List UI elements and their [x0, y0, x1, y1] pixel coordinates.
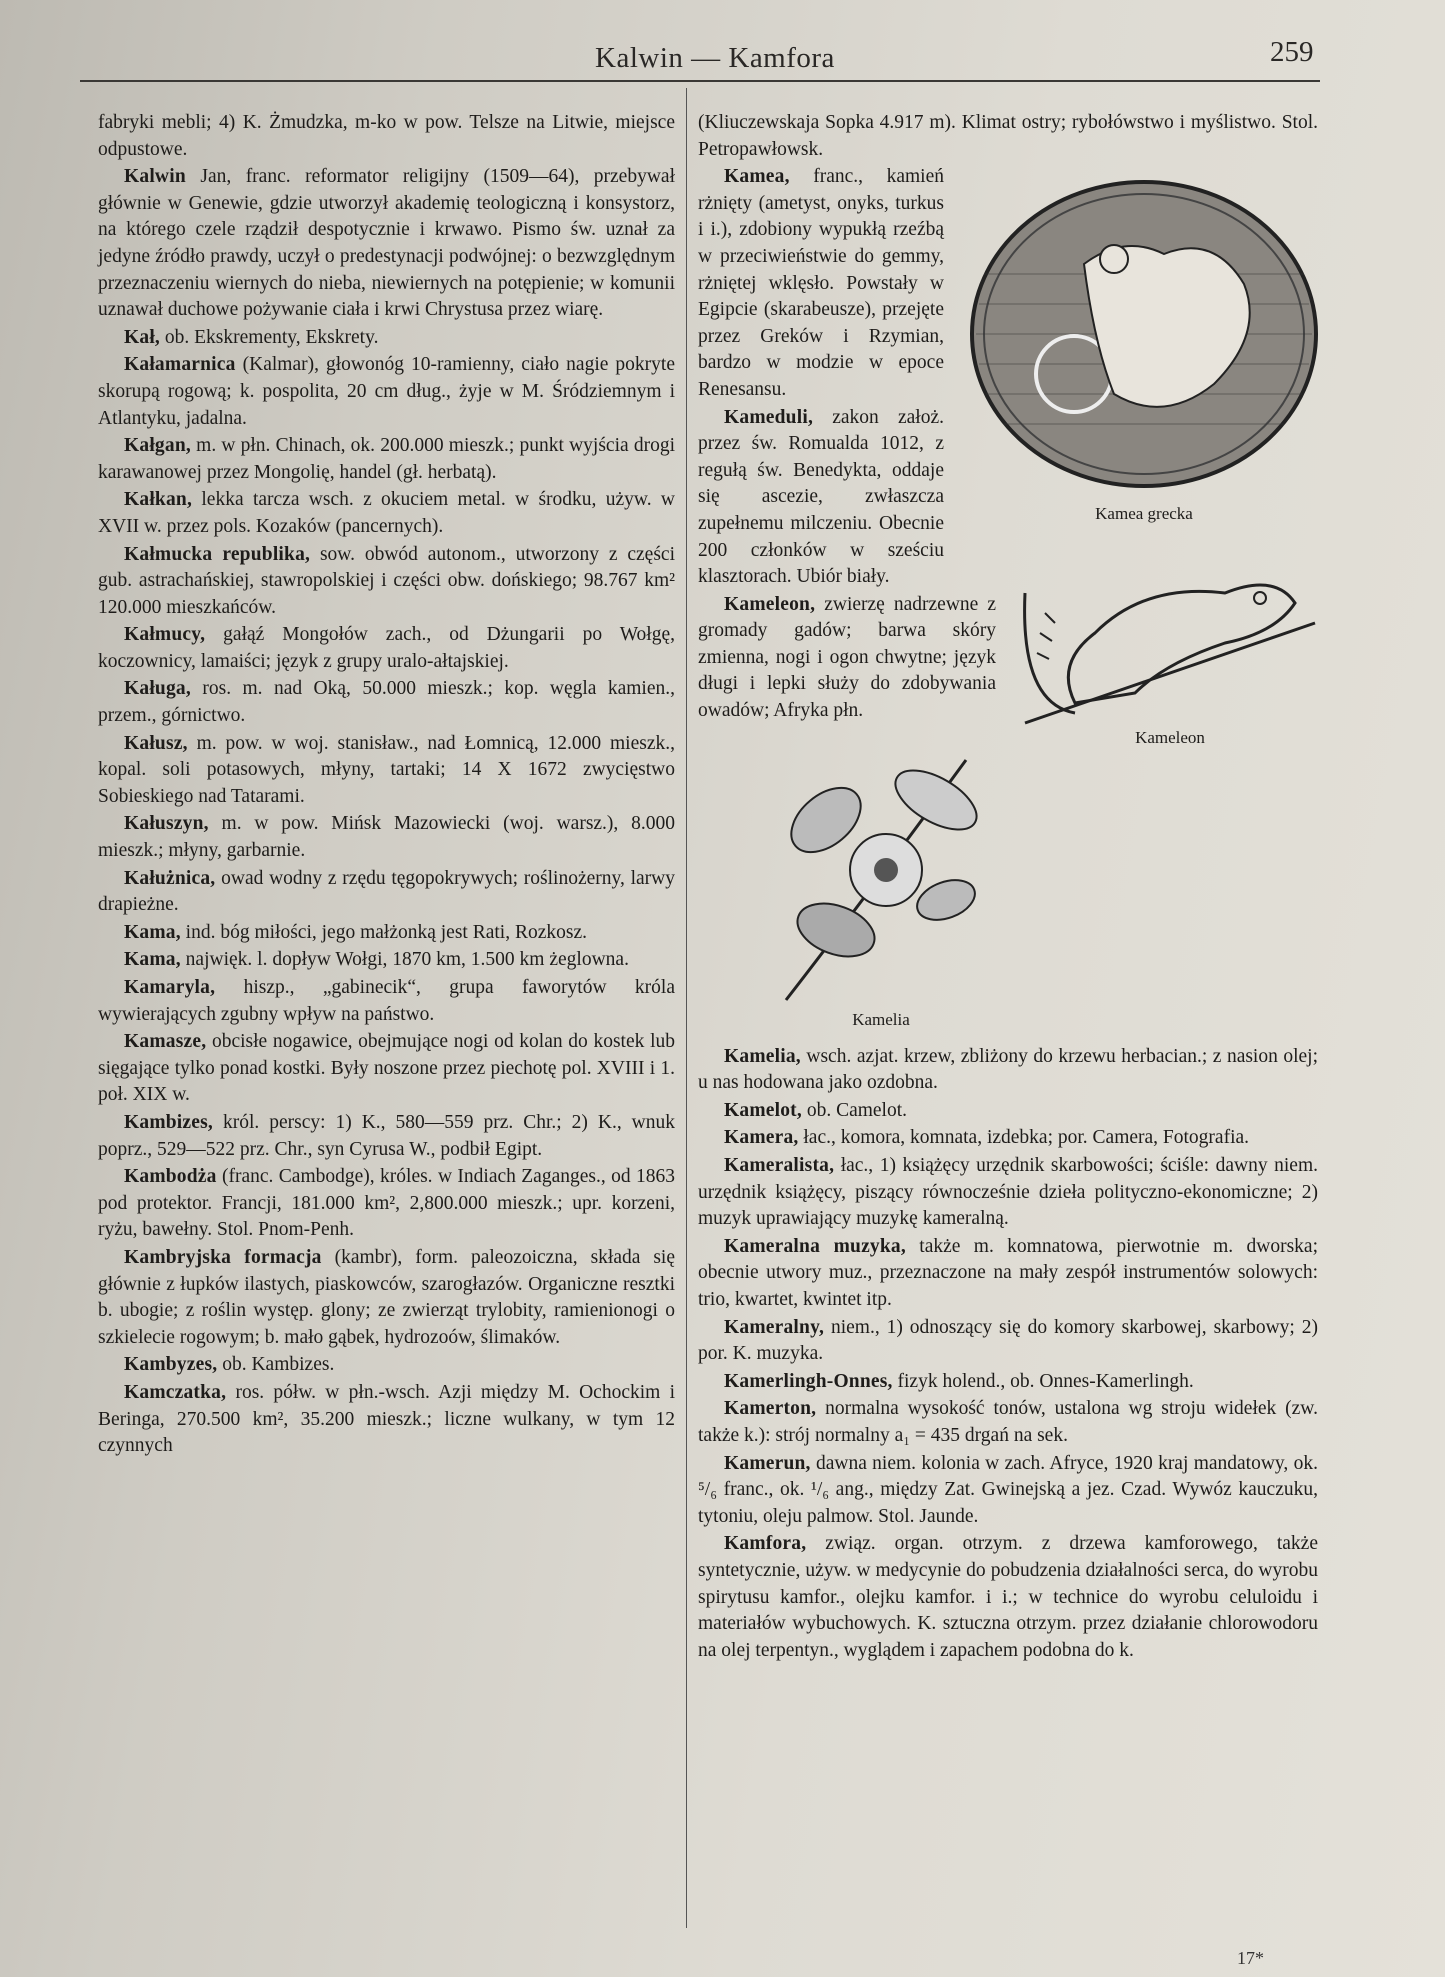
entry-kameralista [698, 1153, 1318, 1233]
entry-headword: Kamelia, [724, 1045, 801, 1067]
header-rule [80, 80, 1320, 82]
entry-body: Jan, franc. reformator religijny (1509—64), przebywał głównie w Genewie, gdzie utworzył akademię teologiczną i konsystorz, na którego czele rządził despotycznie i krwawo. Pismo św. uznał za jedyne źródło prawdy, uczył o predestynacji podwójnej: o bezwzględnym przeznaczeniu wiernych do nieba, niewiernych na potępienie; w komunii uznawał duchowe pożywanie ciała i krwi Chrystusa przez wiarę. [98, 166, 675, 321]
figure-caption: Kamea grecka [1095, 504, 1193, 524]
entry-kameralna-muzyka [698, 1234, 1318, 1314]
entry-headword: Kamelot, [724, 1099, 802, 1121]
entry-kalusz [98, 731, 675, 811]
entry-body: m. w pow. Mińsk Mazowiecki (woj. warsz.), 8.000 mieszk.; młyny, garbarnie. [98, 813, 675, 862]
entry-kambodza [98, 1164, 675, 1244]
entry-kama [98, 947, 675, 974]
entry-body: (kambr), form. paleozoiczna, składa się głównie z łupków ilastych, piaskowców, szarogłazów. Organiczne resztki b. ubogie; z roślin występ. glony; ze zwierząt trylobity, ramienionogi o szkielecie rogowym; b. mało gąbek, hydrozoów, ślimaków. [98, 1246, 675, 1348]
entry-headword: Kałmucy, [124, 624, 206, 646]
figure-caption: Kamelia [852, 1009, 910, 1029]
entry-kalkan [98, 487, 675, 540]
entry-body: wsch. azjat. krzew, zbliżony do krzewu herbacian.; z nasion olej; u nas hodowana jako ozdobna. [698, 1045, 1318, 1094]
entry-kambyzes [98, 1352, 675, 1379]
entry-headword: Kambryjska formacja [124, 1246, 322, 1268]
entry-body: (Kliuczewskaja Sopka 4.917 m). Klimat ostry; rybołówstwo i myślistwo. Stol. Petropawłowsk. [698, 112, 1318, 160]
entry-kama [98, 920, 675, 947]
entry-headword: Kamera, [724, 1127, 799, 1149]
entry-body: łac., 1) książęcy urzędnik skarbowości; ściśle: dawny niem. urzędnik książęcy, piszący równocześnie dzieła polityczno-ekonomiczne; 2) muzyk uprawiający muzykę kameralną. [698, 1155, 1318, 1230]
entry-headword: Kambizes, [124, 1111, 213, 1133]
entry-body: zakon założ. przez św. Romualda 1012, z regułą św. Benedykta, oddaje się ascezie, zwłaszcza zupełnemu milczeniu. Obecnie 200 członków w sześciu klasztorach. Ubiór biały. [698, 406, 944, 588]
entry-body: (franc. Cambodge), króles. w Indiach Zaganges., od 1863 pod protektor. Francji, 181.000 km², 2,800.000 mieszk.; upr. korzeni, ryżu, bawełny. Stol. Pnom-Penh. [98, 1166, 675, 1241]
entry-kambizes [98, 1110, 675, 1163]
entry-headword: Kał, [124, 326, 161, 348]
entry-kamerun [698, 1451, 1318, 1531]
entry-headword: Kałgan, [124, 435, 191, 457]
entry-body: niem., 1) odnoszący się do komory skarbowej, skarbowy; 2) por. K. muzyka. [698, 1316, 1318, 1365]
entry-body: ind. bóg miłości, jego małżonką jest Rati, Rozkosz. [180, 921, 587, 943]
entry-body: najwięk. l. dopływ Wołgi, 1870 km, 1.500 km żeglowna. [180, 949, 629, 971]
entry-continuation [98, 110, 675, 163]
entry-kameralny [698, 1315, 1318, 1368]
entry-headword: Kamerlingh-Onnes, [724, 1370, 893, 1392]
entry-body: także m. komnatowa, pierwotnie m. dworska; obecnie utwory muz., przeznaczone na mały zespół instrumentów solowych: trio, kwartet, kwintet itp. [698, 1235, 1318, 1310]
entry-headword: Kameralna muzyka, [724, 1235, 906, 1257]
entry-body: (Kalmar), głowonóg 10-ramienny, ciało nagie pokryte skorupą rogową; k. pospolita, 20 cm dług., żyje w M. Śródziemnym i Atlantyku, jadalna. [98, 354, 675, 429]
entry-body: obcisłe nogawice, obejmujące nogi od kolan do kostek lub sięgające tylko ponad kostki. Były noszone przez piechotę pol. XVIII i 1. poł. XIX w. [98, 1031, 675, 1106]
cameo-illustration [964, 174, 1324, 504]
entry-headword: Kamasze, [124, 1031, 207, 1053]
figure-caption: Kameleon [1135, 728, 1205, 748]
entry-headword: Kambyzes, [124, 1354, 218, 1376]
entry-headword: Kamerun, [724, 1452, 811, 1474]
entry-headword: Kałusz, [124, 732, 188, 754]
page-header [70, 28, 1320, 78]
entry-headword: Kałkan, [124, 489, 193, 511]
entry-body: lekka tarcza wsch. z okuciem metal. w środku, używ. w XVII w. przez pols. Kozaków (pancernych). [98, 489, 675, 537]
entry-headword: Kaługa, [124, 678, 191, 700]
entry-body: m. pow. w woj. stanisław., nad Łomnicą, 12.000 mieszk., kopal. soli potasowych, młyny, tartaki; 14 X 1672 zwycięstwo Sobieskiego nad Tatarami. [98, 732, 675, 807]
right-column [698, 110, 1318, 1665]
entry-body: owad wodny z rzędu tęgopokrywych; roślinożerny, larwy drapieżne. [98, 867, 675, 916]
entry-body: ob. Camelot. [801, 1099, 908, 1121]
entry-kaluznica [98, 866, 675, 919]
entry-body: fabryki mebli; 4) K. Żmudzka, m-ko w pow. Telsze na Litwie, miejsce odpustowe. [98, 112, 675, 160]
entry-body: ob. Ekskrementy, Ekskrety. [160, 326, 379, 348]
figure-kamea [958, 174, 1330, 539]
entry-kamfora [698, 1531, 1318, 1664]
entry-headword: Kambodża [124, 1166, 217, 1188]
entry-body: król. perscy: 1) K., 580—559 prz. Chr.; 2) K., wnuk poprz., 529—522 prz. Chr., syn Cyrusa W., podbił Egipt. [98, 1111, 675, 1160]
entry-kamczatka [98, 1380, 675, 1460]
entry-body: fizyk holend., ob. Onnes-Kamerlingh. [892, 1370, 1194, 1392]
entry-headword: Kamerton, [724, 1398, 817, 1420]
entry-body: hiszp., „gabinecik“, grupa faworytów króla wywierających zgubny wpływ na państwo. [98, 977, 675, 1025]
entry-headword: Kałamarnica [124, 354, 236, 376]
entry-headword: Kamaryla, [124, 977, 216, 998]
entry-body: m. w płn. Chinach, ok. 200.000 mieszk.; punkt wyjścia drogi karawanowej przez Mongolię, handel (gł. herbatą). [98, 435, 675, 483]
running-title: Kalwin — Kamfora [595, 42, 835, 74]
entry-kamera [698, 1125, 1318, 1152]
printer-signature: 17* [1237, 1948, 1264, 1968]
entry-body: ros. półw. w płn.-wsch. Azji między M. Ochockim i Beringa, 270.500 km², 35.200 mieszk.; liczne wulkany, w tym 12 czynnych [98, 1381, 675, 1457]
entry-headword: Kałużnica, [124, 867, 216, 889]
entry-headword: Kałuszyn, [124, 813, 209, 835]
figure-kameleon [1010, 553, 1330, 763]
column-divider [686, 88, 687, 1928]
entry-body: ob. Kambizes. [217, 1354, 335, 1376]
entry-kaluga [98, 676, 675, 729]
entry-kalgan [98, 433, 675, 486]
entry-headword: Kamfora, [724, 1533, 807, 1555]
entry-headword: Kamczatka, [124, 1381, 227, 1403]
entry-body: łac., komora, komnata, izdebka; por. Camera, Fotografia. [798, 1127, 1250, 1149]
entry-body: związ. organ. otrzym. z drzewa kamforowego, także syntetycznie, używ. w medycynie do pobudzenia działalności serca, do wyrobu spirytusu kamfor., olejku kamfor. i i.; w technice do wyrobu celuloidu i materiałów wybuchowych. K. sztuczna otrzym. przez działanie chlorowodoru na olej terpentyn., wyglądem i zapachem podobna do k. [698, 1533, 1318, 1661]
entry-body: sow. obwód autonom., utworzony z części gub. astrachańskiej, stawropolskiej i części obw. dońskiego; 98.767 km² 120.000 mieszkańców. [98, 543, 675, 618]
entry-body: ros. m. nad Oką, 50.000 mieszk.; kop. węgla kamien., przem., górnictwo. [98, 678, 675, 727]
entry-headword: Kameralny, [724, 1316, 825, 1338]
entry-kambryjska-formacja [98, 1245, 675, 1351]
entry-body: zwierzę nadrzewne z gromady gadów; barwa skóry zmienna, nogi i ogon chwytne; język długi i lepki służy do zdobywania owadów; Afryka płn. [698, 593, 996, 722]
entry-kalwin [98, 164, 675, 324]
entry-kamasze [98, 1029, 675, 1109]
entry-kal [98, 325, 675, 352]
camellia-illustration [766, 740, 996, 1010]
entry-headword: Kama, [124, 921, 181, 943]
figure-kamelia [756, 740, 1006, 1040]
entry-kalamarnica [98, 352, 675, 432]
entry-continuation [698, 110, 1318, 163]
entry-kamaryla [98, 975, 675, 1028]
entry-headword: Kameduli, [724, 406, 814, 428]
entry-kalmucy [98, 622, 675, 675]
entry-kaluszyn [98, 811, 675, 864]
entry-headword: Kalwin [124, 166, 186, 188]
entry-kamerlingh-onnes [698, 1369, 1318, 1396]
entry-kamelot [698, 1098, 1318, 1125]
entry-kamerton [698, 1396, 1318, 1449]
entry-headword: Kama, [124, 949, 181, 971]
chameleon-illustration [1015, 553, 1325, 728]
entry-headword: Kameleon, [724, 593, 816, 615]
left-column [98, 110, 675, 1461]
entry-headword: Kameralista, [724, 1155, 835, 1177]
entry-kamelia [698, 726, 1318, 1097]
entry-body: gałąź Mongołów zach., od Dżungarii po Wołgę, koczownicy, lamaiści; język z grupy uralo-ałtajskiej. [98, 624, 675, 672]
entry-headword: Kałmucka republika, [124, 543, 311, 565]
page-number: 259 [1270, 36, 1314, 68]
entry-headword: Kamea, [724, 166, 790, 188]
entry-kalmucka-republika [98, 542, 675, 622]
entry-body: normalna wysokość tonów, ustalona wg stroju widełek (zw. także k.): strój normalny a₁ = 435 drgań na sek. [698, 1398, 1318, 1446]
entry-body: dawna niem. kolonia w zach. Afryce, 1920 kraj mandatowy, ok. ⁵/₆ franc., ok. ¹/₆ ang., między Zat. Gwinejską a jez. Czad. Wywóz kauczuku, tytoniu, oleju palmow. Stol. Jaunde. [698, 1452, 1318, 1527]
entry-body: franc., kamień rżnięty (ametyst, onyks, turkus i i.), zdobiony wypukłą rzeźbą w przeciwieństwie do gemmy, rżniętej wklęsło. Powstały w Egipcie (skarabeusze), przejęte przez Greków i Rzymian, bardzo w modzie w epoce Renesansu. [698, 166, 944, 400]
